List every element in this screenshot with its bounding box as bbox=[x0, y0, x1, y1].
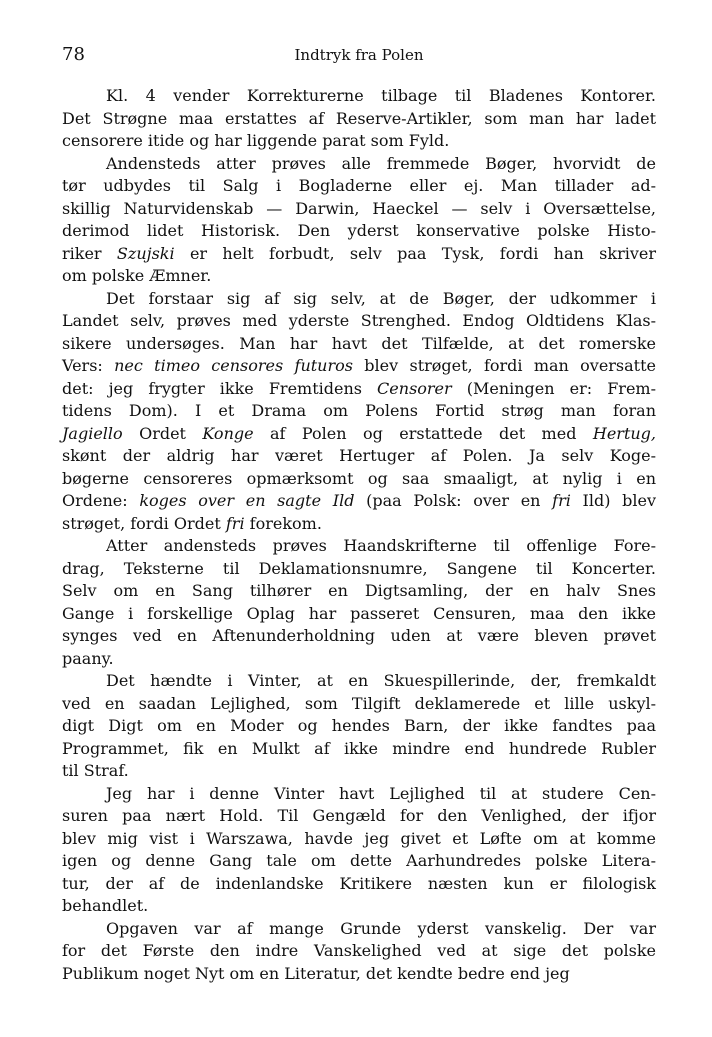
text-run: Publikum noget Nyt om en Literatur, det kendte bedre end jeg bbox=[62, 963, 570, 983]
text-run: Landet selv, prøves med yderste Strenghed. Endog Oldtidens Klas- bbox=[62, 311, 656, 330]
italic-text: Censorer bbox=[377, 378, 452, 398]
text-run: tur, der af de indenlandske Kritikere næsten kun er filologisk bbox=[62, 873, 656, 893]
text-line bbox=[62, 603, 656, 626]
text-line bbox=[62, 963, 656, 986]
text-line bbox=[62, 625, 656, 648]
text-line bbox=[62, 220, 656, 243]
body-text bbox=[62, 85, 656, 985]
text-run: censorere itide og har liggende parat som Fyld. bbox=[62, 131, 450, 150]
text-run: for det Første den indre Vanskelighed ved at sige det polske bbox=[62, 941, 656, 960]
text-line bbox=[62, 400, 656, 423]
text-line bbox=[62, 445, 656, 468]
text-run: blev strøget, fordi man oversatte bbox=[352, 356, 657, 375]
text-line bbox=[62, 243, 656, 266]
text-run: suren paa nært Hold. Til Gengæld for den Venlighed, der ifjor bbox=[62, 806, 656, 825]
text-line bbox=[62, 333, 656, 356]
text-line bbox=[62, 265, 656, 288]
running-title: Indtryk fra Polen bbox=[294, 46, 424, 64]
text-run: om polske Æmner. bbox=[62, 266, 212, 285]
text-line bbox=[62, 535, 656, 558]
text-run: Programmet, fik en Mulkt af ikke mindre end hundrede Rubler bbox=[62, 738, 656, 758]
text-line bbox=[62, 513, 656, 536]
paragraph bbox=[62, 288, 656, 536]
text-run: behandlet. bbox=[62, 896, 149, 915]
text-line bbox=[62, 580, 656, 603]
text-line bbox=[62, 288, 656, 311]
italic-text: Szujski bbox=[116, 243, 175, 263]
text-run: Andensteds atter prøves alle fremmede Bøger, hvorvidt de bbox=[106, 153, 656, 173]
text-run: (paa Polsk: over en bbox=[354, 491, 553, 510]
page-number: 78 bbox=[62, 44, 85, 65]
text-line bbox=[62, 423, 656, 446]
text-run: tidens Dom). I et Drama om Polens Fortid strøg man foran bbox=[62, 401, 656, 420]
italic-text: Hertug, bbox=[592, 423, 657, 443]
text-run: bøgerne censoreres opmærksomt og saa smaaligt, at nylig i en bbox=[62, 468, 656, 488]
text-line bbox=[62, 648, 656, 671]
text-run: riker bbox=[62, 243, 117, 263]
text-line bbox=[62, 895, 656, 918]
text-line bbox=[62, 108, 656, 131]
text-line bbox=[62, 693, 656, 716]
text-run: Det Strøgne maa erstattes af Reserve-Artikler, som man har ladet bbox=[62, 108, 656, 128]
text-run: det: jeg frygter ikke Fremtidens bbox=[62, 378, 378, 398]
text-line bbox=[62, 130, 656, 153]
text-run: Atter andensteds prøves Haandskrifterne til offenlige Fore- bbox=[106, 536, 656, 555]
text-line bbox=[62, 85, 656, 108]
text-line bbox=[62, 828, 656, 851]
text-line bbox=[62, 738, 656, 761]
text-run: Ordet bbox=[122, 423, 203, 443]
paragraph bbox=[62, 85, 656, 153]
text-line bbox=[62, 153, 656, 176]
text-line bbox=[62, 715, 656, 738]
text-run: tør udbydes til Salg i Bogladerne eller ej. Man tillader ad- bbox=[62, 176, 656, 195]
text-line bbox=[62, 850, 656, 873]
text-line bbox=[62, 175, 656, 198]
text-line bbox=[62, 490, 656, 513]
text-run: Ild) blev bbox=[570, 491, 656, 510]
text-line bbox=[62, 355, 656, 378]
text-line bbox=[62, 783, 656, 806]
text-run: digt Digt om en Moder og hendes Barn, der ikke fandtes paa bbox=[62, 716, 656, 735]
text-run: skillig Naturvidenskab — Darwin, Haeckel — selv i Oversættelse, bbox=[62, 198, 656, 218]
text-line bbox=[62, 310, 656, 333]
text-run: Kl. 4 vender Korrekturerne tilbage til Bladenes Kontorer. bbox=[106, 86, 656, 105]
italic-text: Konge bbox=[202, 423, 254, 443]
text-run: blev mig vist i Warszawa, havde jeg givet et Løfte om at komme bbox=[62, 828, 656, 848]
text-line bbox=[62, 873, 656, 896]
text-run: af Polen og erstattede det med bbox=[253, 423, 593, 443]
text-run: drag, Teksterne til Deklamationsnumre, Sangene til Koncerter. bbox=[62, 558, 656, 578]
text-run: Det hændte i Vinter, at en Skuespillerinde, der, fremkaldt bbox=[106, 671, 656, 690]
text-run: Vers: bbox=[62, 356, 115, 375]
text-run: forekom. bbox=[244, 513, 322, 533]
text-line bbox=[62, 805, 656, 828]
paragraph bbox=[62, 783, 656, 918]
italic-text: koges over en sagte Ild bbox=[139, 491, 355, 510]
text-run: Selv om en Sang tilhører en Digtsamling, der en halv Snes bbox=[62, 581, 656, 600]
paragraph bbox=[62, 535, 656, 670]
italic-text: nec timeo censores futuros bbox=[114, 356, 353, 375]
paragraph bbox=[62, 670, 656, 783]
page-header bbox=[62, 40, 656, 70]
text-run: derimod lidet Historisk. Den yderst konservative polske Histo- bbox=[62, 221, 656, 240]
text-run: skønt der aldrig har været Hertuger af Polen. Ja selv Koge- bbox=[62, 446, 656, 465]
text-line bbox=[62, 760, 656, 783]
text-line bbox=[62, 670, 656, 693]
text-run: strøget, fordi Ordet bbox=[62, 513, 226, 533]
text-run: synges ved en Aftenunderholdning uden at være bleven prøvet bbox=[62, 626, 656, 645]
text-run: paany. bbox=[62, 648, 114, 668]
text-line bbox=[62, 378, 656, 401]
text-run: igen og denne Gang tale om dette Aarhundredes polske Litera- bbox=[62, 851, 656, 870]
text-run: til Straf. bbox=[62, 761, 129, 780]
text-run: Ordene: bbox=[62, 491, 140, 510]
paragraph bbox=[62, 918, 656, 986]
text-line bbox=[62, 940, 656, 963]
paragraph bbox=[62, 153, 656, 288]
text-run: Jeg har i denne Vinter havt Lejlighed til at studere Cen- bbox=[106, 783, 656, 803]
text-line bbox=[62, 468, 656, 491]
text-run: er helt forbudt, selv paa Tysk, fordi han skriver bbox=[174, 243, 656, 263]
text-run: Opgaven var af mange Grunde yderst vanskelig. Der var bbox=[106, 918, 656, 938]
italic-text: Jagiello bbox=[62, 423, 123, 443]
text-line bbox=[62, 198, 656, 221]
text-line bbox=[62, 558, 656, 581]
italic-text: fri bbox=[552, 491, 571, 510]
text-run: ved en saadan Lejlighed, som Tilgift deklamerede et lille uskyl- bbox=[62, 693, 656, 713]
text-line bbox=[62, 918, 656, 941]
text-run: Gange i forskellige Oplag har passeret Censuren, maa den ikke bbox=[62, 603, 656, 623]
text-run: (Meningen er: Frem- bbox=[451, 378, 656, 398]
text-run: sikere undersøges. Man har havt det Tilfælde, at det romerske bbox=[62, 333, 656, 353]
text-run: Det forstaar sig af sig selv, at de Bøger, der udkommer i bbox=[106, 288, 656, 308]
italic-text: fri bbox=[225, 513, 245, 533]
